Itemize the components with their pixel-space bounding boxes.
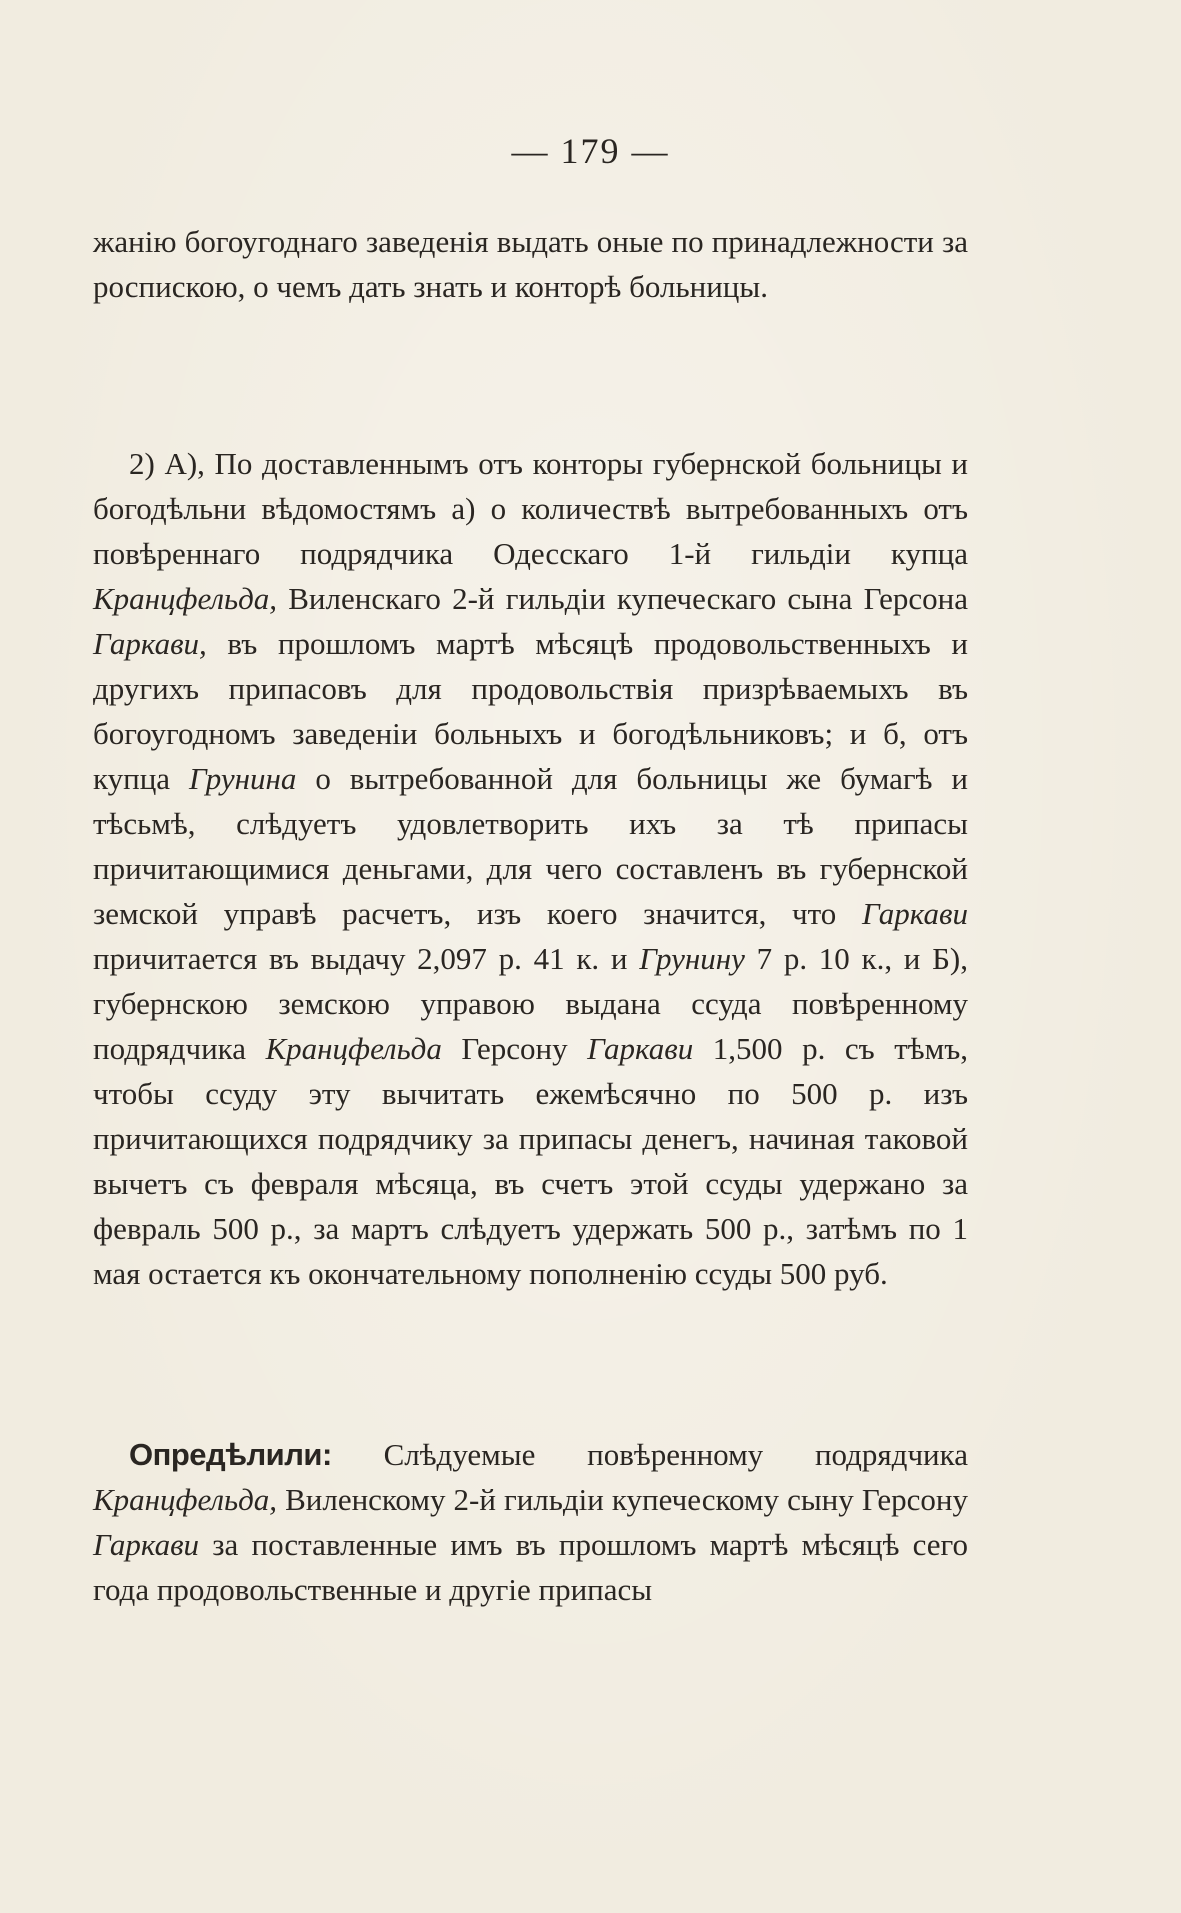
text-run: Виленскому 2-й гильдіи купеческому сыну Герсону <box>277 1482 968 1517</box>
text-run: Герсону <box>441 1031 588 1066</box>
name-kranzfeld: Кранцфельда, <box>93 1482 278 1517</box>
name-grunin: Грунину <box>639 941 745 976</box>
text-run: 2) А), По доставленнымъ отъ конторы губернской больницы и богодѣльни вѣдомостямъ а) о количествѣ вытребованныхъ отъ повѣреннаго подрядчика Одесскаго 1-й гильдіи купца <box>93 446 968 571</box>
paragraph-2 <box>93 441 968 1296</box>
name-garkavi: Гаркави <box>587 1031 694 1066</box>
paragraph-1 <box>93 219 968 309</box>
text-run: Слѣдуемые повѣренному подрядчика <box>331 1437 968 1472</box>
page-number: — 179 — <box>511 131 670 171</box>
name-garkavi: Гаркави <box>861 896 968 931</box>
text-run: 7 р. 10 к., и Б), губернскою земскою управою выдана ссуда повѣренному подрядчика <box>93 941 968 1066</box>
name-kranzfeld: Кранцфельда <box>265 1031 442 1066</box>
paragraph-3-text <box>93 1432 968 1612</box>
text-run: о вытребованной для больницы же бумагѣ и тѣсьмѣ, слѣдуетъ удовлетворить ихъ за тѣ припасы причитающимися деньгами, для чего составленъ въ губернской земской управѣ расчетъ, изъ коего значится, что <box>93 761 968 931</box>
name-grunin: Грунина <box>189 761 297 796</box>
name-garkavi: Гаркави, <box>93 626 207 661</box>
paragraph-2-text <box>93 441 968 1296</box>
text-run: 1,500 р. съ тѣмъ, чтобы ссуду эту вычитать ежемѣсячно по 500 р. изъ причитающихся подрядчику за припасы денегъ, начиная таковой вычетъ съ февраля мѣсяца, въ счетъ этой ссуды удержано за февраль 500 р., за мартъ слѣдуетъ удержать 500 р., затѣмъ по 1 мая остается къ окончательному пополненію ссуды 500 руб. <box>93 1031 968 1291</box>
resolution-heading: Опредѣлили: <box>129 1437 332 1472</box>
name-kranzfeld: Кранцфельда, <box>93 581 278 616</box>
name-garkavi: Гаркави <box>93 1527 200 1562</box>
text-run: въ прошломъ мартѣ мѣсяцѣ продовольственныхъ и другихъ припасовъ для продовольствія призрѣваемыхъ въ богоугодномъ заведеніи больныхъ и богодѣльниковъ; и б, отъ купца <box>93 626 968 796</box>
text-run: причитается въ выдачу 2,097 р. 41 к. и <box>93 941 640 976</box>
text-run: Виленскаго 2-й гильдіи купеческаго сына Герсона <box>277 581 968 616</box>
text-run: за поставленные имъ въ прошломъ мартѣ мѣсяцѣ сего года продовольственные и другіе припасы <box>93 1527 968 1607</box>
paragraph-3 <box>93 1432 968 1612</box>
paragraph-1-text: жанію богоугоднаго заведенія выдать оные по принадлежности за роспискою, о чемъ дать знать и конторѣ больницы. <box>93 224 968 304</box>
